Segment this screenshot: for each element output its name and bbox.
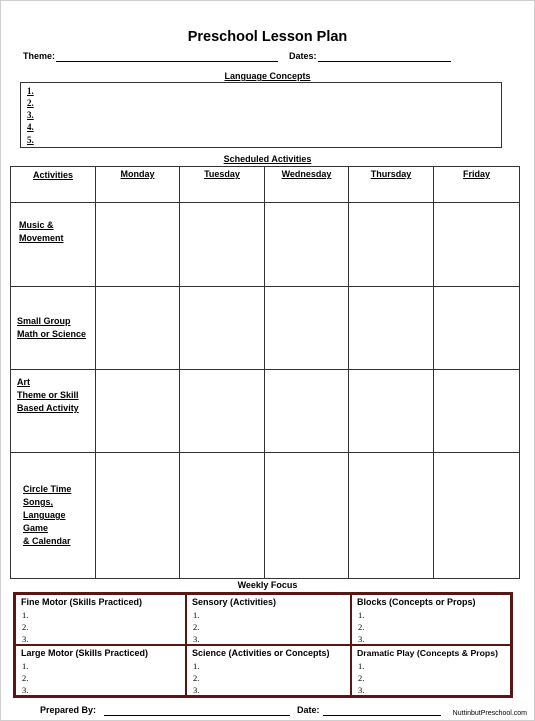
- row-label-line: Movement: [19, 233, 64, 243]
- focus-item: 1.: [193, 661, 200, 671]
- page-title: Preschool Lesson Plan: [187, 29, 348, 45]
- row-label-line: Circle Time: [23, 484, 72, 494]
- focus-item: 2.: [193, 622, 200, 632]
- row-label-line: Theme or Skill: [17, 390, 79, 400]
- focus-cell-science[interactable]: [186, 645, 351, 696]
- row-label-line: Music &: [19, 220, 54, 230]
- column-header-wednesday: Wednesday: [265, 167, 349, 203]
- language-concepts-title: Language Concepts: [224, 71, 311, 81]
- column-header-activities: Activities: [11, 167, 96, 203]
- focus-item: 1.: [22, 661, 29, 671]
- table-row: [11, 287, 520, 370]
- focus-item: 3.: [358, 685, 365, 695]
- row-label-line: Based Activity: [17, 403, 79, 413]
- schedule-cell-wednesday[interactable]: [265, 453, 349, 579]
- focus-heading: Large Motor (Skills Practiced): [21, 648, 149, 658]
- language-item: 1.: [27, 86, 34, 96]
- date-label: Date:: [297, 705, 320, 715]
- row-label-line: Songs,: [23, 497, 54, 507]
- row-label-music-movement: [11, 203, 96, 287]
- site-credit: NuttinbutPreschool.com: [452, 710, 527, 717]
- column-header-monday: Monday: [96, 167, 180, 203]
- focus-item: 1.: [358, 610, 365, 620]
- dates-label: Dates:: [289, 51, 317, 61]
- language-item: 2.: [27, 98, 34, 108]
- scheduled-activities-title: Scheduled Activities: [223, 154, 312, 164]
- schedule-cell-thursday[interactable]: [349, 453, 434, 579]
- schedule-cell-monday[interactable]: [96, 287, 180, 370]
- focus-heading: Science (Activities or Concepts): [192, 648, 330, 658]
- focus-item: 2.: [22, 673, 29, 683]
- date-field[interactable]: [323, 715, 441, 716]
- schedule-cell-monday[interactable]: [96, 453, 180, 579]
- focus-item: 3.: [358, 634, 365, 644]
- language-item: 4.: [27, 122, 34, 132]
- theme-label: Theme:: [23, 51, 56, 61]
- focus-heading: Fine Motor (Skills Practiced): [21, 597, 143, 607]
- language-item: 5.: [27, 135, 34, 145]
- row-label-art: [11, 370, 96, 453]
- schedule-cell-monday[interactable]: [96, 203, 180, 287]
- schedule-cell-tuesday[interactable]: [180, 453, 265, 579]
- schedule-cell-wednesday[interactable]: [265, 287, 349, 370]
- row-label-line: Art: [17, 377, 30, 387]
- schedule-cell-monday[interactable]: [96, 370, 180, 453]
- row-label-line: Game: [23, 523, 49, 533]
- table-row: [11, 453, 520, 579]
- row-label-line: & Calendar: [23, 536, 71, 546]
- row-label-line: Math or Science: [17, 329, 87, 339]
- schedule-cell-wednesday[interactable]: [265, 370, 349, 453]
- schedule-cell-friday[interactable]: [434, 370, 520, 453]
- focus-cell-dramatic-play[interactable]: [351, 645, 511, 696]
- schedule-cell-thursday[interactable]: [349, 370, 434, 453]
- focus-cell-fine-motor[interactable]: [15, 594, 186, 645]
- focus-item: 2.: [22, 622, 29, 632]
- schedule-cell-wednesday[interactable]: [265, 203, 349, 287]
- table-row: [11, 203, 520, 287]
- focus-item: 3.: [22, 685, 29, 695]
- focus-item: 3.: [22, 634, 29, 644]
- focus-item: 2.: [358, 673, 365, 683]
- language-concepts-box[interactable]: [20, 82, 502, 148]
- column-header-tuesday: Tuesday: [180, 167, 265, 203]
- column-header-thursday: Thursday: [349, 167, 434, 203]
- schedule-cell-thursday[interactable]: [349, 287, 434, 370]
- row-label-small-group: [11, 287, 96, 370]
- column-header-friday: Friday: [434, 167, 520, 203]
- theme-field[interactable]: [56, 61, 278, 62]
- schedule-cell-thursday[interactable]: [349, 203, 434, 287]
- row-label-line: Small Group: [17, 316, 71, 326]
- focus-item: 3.: [193, 685, 200, 695]
- weekly-focus-box: [13, 592, 513, 698]
- schedule-cell-friday[interactable]: [434, 287, 520, 370]
- dates-field[interactable]: [318, 61, 451, 62]
- schedule-cell-tuesday[interactable]: [180, 287, 265, 370]
- row-label-circle-time: [11, 453, 96, 579]
- focus-item: 1.: [22, 610, 29, 620]
- focus-heading: Blocks (Concepts or Props): [357, 597, 476, 607]
- schedule-table: [10, 166, 520, 579]
- focus-item: 1.: [193, 610, 200, 620]
- focus-item: 1.: [358, 661, 365, 671]
- focus-cell-blocks[interactable]: [351, 594, 511, 645]
- schedule-cell-friday[interactable]: [434, 453, 520, 579]
- prepared-by-label: Prepared By:: [40, 705, 97, 715]
- row-label-line: Language: [23, 510, 66, 520]
- weekly-focus-title: Weekly Focus: [237, 580, 298, 590]
- focus-cell-sensory[interactable]: [186, 594, 351, 645]
- focus-cell-large-motor[interactable]: [15, 645, 186, 696]
- focus-item: 2.: [193, 673, 200, 683]
- focus-item: 2.: [358, 622, 365, 632]
- schedule-header-row: [11, 167, 520, 203]
- focus-heading: Dramatic Play (Concepts & Props): [357, 648, 498, 658]
- schedule-cell-tuesday[interactable]: [180, 370, 265, 453]
- focus-heading: Sensory (Activities): [192, 597, 277, 607]
- language-item: 3.: [27, 110, 34, 120]
- focus-item: 3.: [193, 634, 200, 644]
- schedule-cell-tuesday[interactable]: [180, 203, 265, 287]
- prepared-by-field[interactable]: [104, 715, 290, 716]
- table-row: [11, 370, 520, 453]
- schedule-cell-friday[interactable]: [434, 203, 520, 287]
